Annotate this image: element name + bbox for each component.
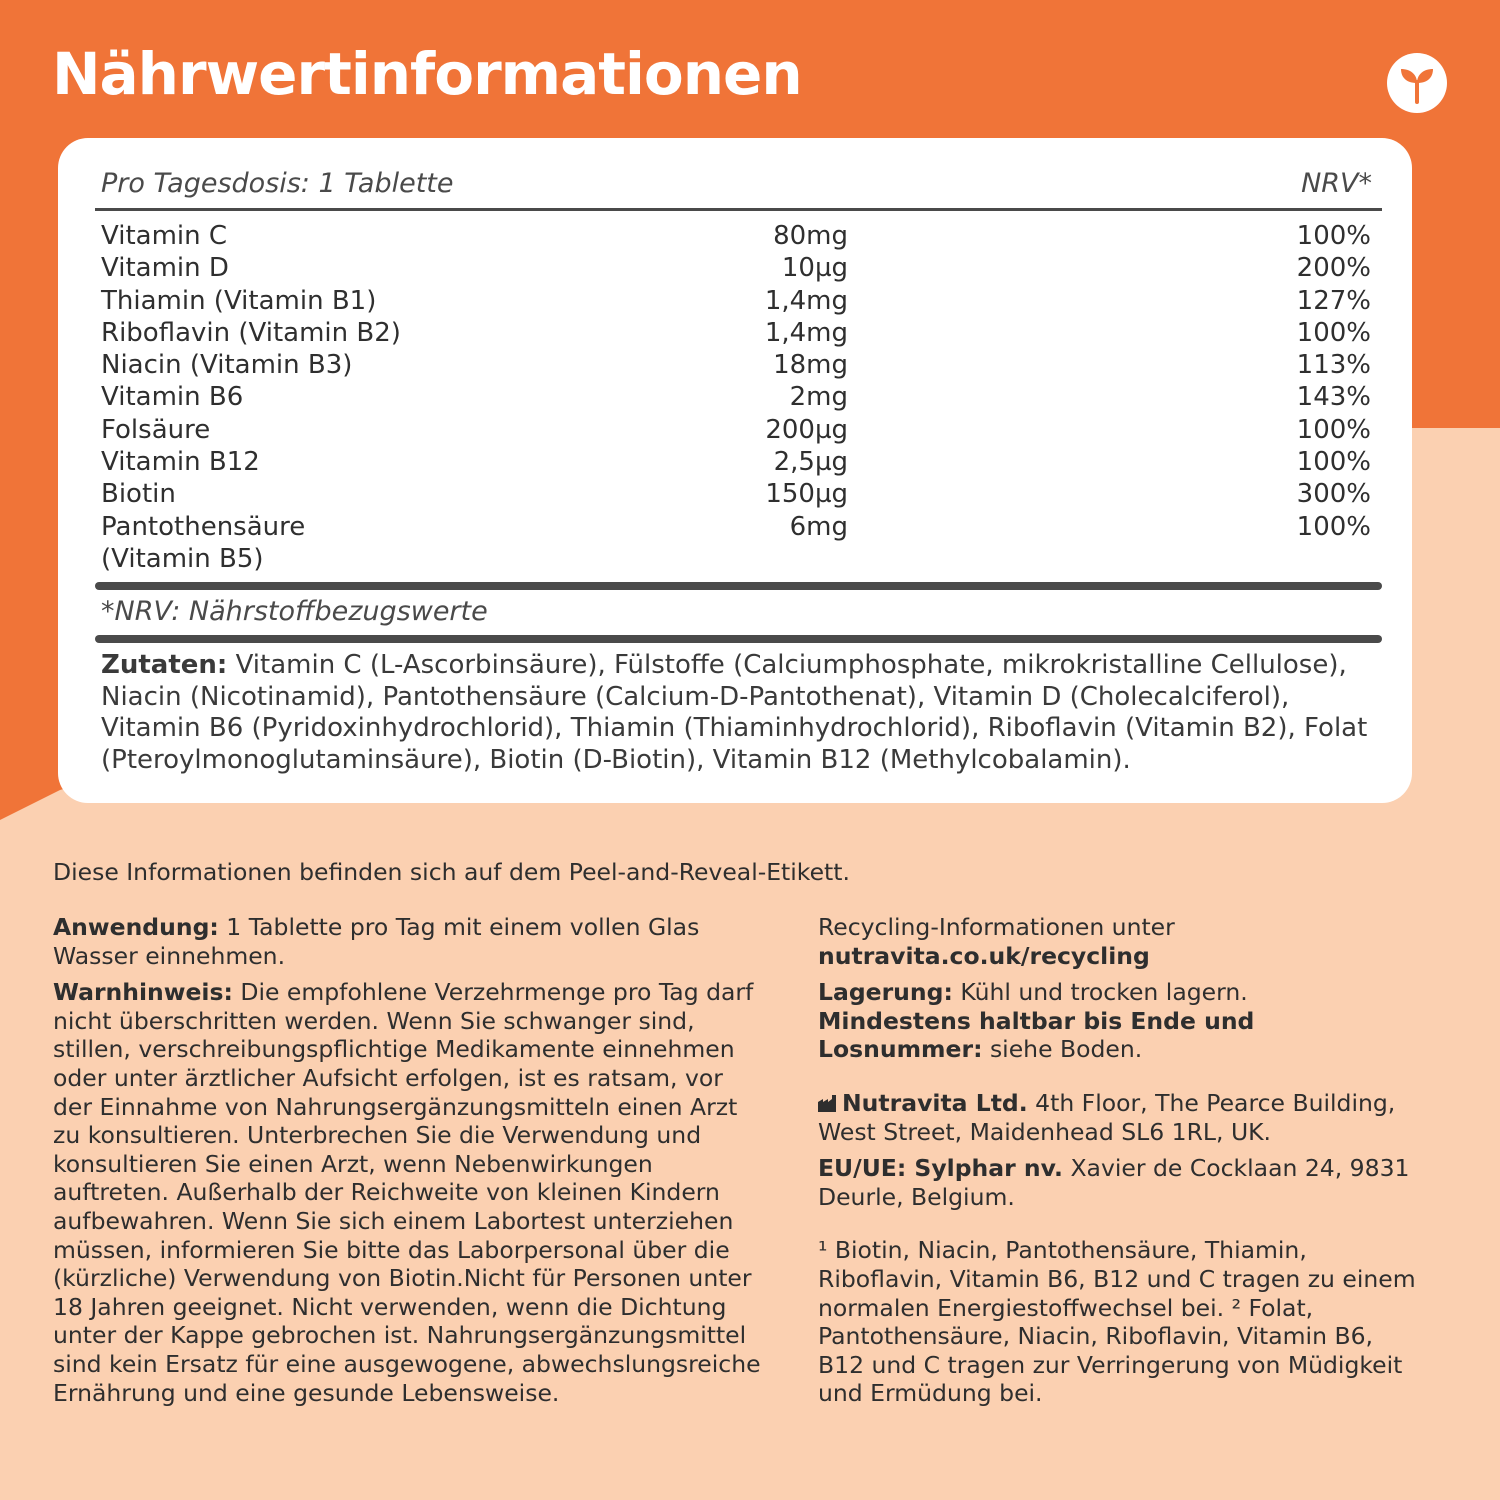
leaf-sprout-icon xyxy=(1386,52,1448,114)
manufacturer-name: Nutravita Ltd. xyxy=(842,1088,1028,1117)
peel-reveal-note: Diese Informationen befinden sich auf dem Peel-and-Reveal-Etikett. xyxy=(53,858,850,886)
recycling-text: Recycling-Informationen unter xyxy=(818,913,1175,941)
warning-paragraph xyxy=(53,978,763,1407)
nutrient-amount: 150µg xyxy=(765,479,848,510)
manufacturer-address: 4th Floor, The Pearce Building, West Street, Maidenhead SL6 1RL, UK. xyxy=(818,1088,1396,1146)
usage-text: 1 Tablette pro Tag mit einem vollen Glas Wasser einnehmen. xyxy=(53,913,700,970)
nutrition-table xyxy=(101,220,1371,575)
nutrient-nrv: 300% xyxy=(1296,479,1371,510)
health-claims: ¹ Biotin, Niacin, Pantothensäure, Thiamin, Riboflavin, Vitamin B6, B12 und C tragen zu einem normalen Energiestoffwechsel bei. ² Folat, Pantothensäure, Niacin, Riboflavin, Vitamin B6, B12 und C tragen zur Verringerung von Müdigkeit und Ermüdung bei. xyxy=(818,1236,1416,1408)
ingredients-list: Vitamin C (L-Ascorbinsäure), Fülstoffe (Calciumphosphate, mikrokristalline Cellulose), Niacin (Nicotinamid), Pantothensäure (Calcium-D-Pantothenat), Vitamin D (Cholecalciferol), Vitamin B6 (Pyridoxinhydrochlorid), Thiamin (Thiaminhydrochlorid), Riboflavin (Vitamin B2), Folat (Pteroylmonoglutaminsäure), Biotin (D-Biotin), Vitamin B12 (Methylcobalamin). xyxy=(101,650,1368,775)
nutrient-name: Biotin xyxy=(101,479,176,510)
nutrient-name: Folsäure xyxy=(101,414,211,445)
storage-text: Kühl und trocken lagern. xyxy=(952,978,1248,1007)
warning-label: Warnhinweis: xyxy=(53,978,233,1007)
per-dose-label: Pro Tagesdosis: 1 Tablette xyxy=(101,168,454,199)
recycling-link[interactable]: nutravita.co.uk/recycling xyxy=(818,941,1150,970)
nutrient-name: Vitamin D xyxy=(101,253,229,284)
nutrient-nrv: 100% xyxy=(1296,414,1371,445)
nutrient-amount: 80mg xyxy=(773,221,848,251)
nutrient-nrv: 113% xyxy=(1296,350,1371,381)
storage-paragraph xyxy=(818,978,1418,1064)
nutrient-name: Vitamin B12 xyxy=(101,447,260,478)
nutrient-name: Pantothensäure xyxy=(101,511,306,542)
ingredients-label: Zutaten: xyxy=(101,650,228,680)
nutrition-card xyxy=(58,138,1412,803)
nutrient-nrv: 100% xyxy=(1296,317,1371,348)
nutrition-row xyxy=(101,511,1371,543)
nutrient-name: Riboflavin (Vitamin B2) xyxy=(101,317,401,348)
nutrient-amount: 1,4mg xyxy=(764,285,848,316)
ingredients-text xyxy=(101,650,1381,776)
nutrient-amount: 2,5µg xyxy=(773,447,848,478)
nutrient-nrv: 100% xyxy=(1296,511,1371,542)
eu-address: Xavier de Cocklaan 24, 9831 Deurle, Belgium. xyxy=(818,1154,1410,1211)
nutrition-row xyxy=(101,381,1371,413)
nutrient-amount: 6mg xyxy=(789,511,848,542)
nutrient-nrv: 100% xyxy=(1296,221,1371,251)
nutrient-amount: 200µg xyxy=(765,414,848,445)
eu-label: EU/UE: Sylphar nv. xyxy=(818,1154,1063,1183)
nutrition-row xyxy=(101,317,1371,349)
nutrient-name: Thiamin (Vitamin B1) xyxy=(101,285,377,316)
nrv-footnote: *NRV: Nährstoffbezugswerte xyxy=(101,596,488,627)
nutrition-header xyxy=(101,168,1372,199)
nutrient-nrv: 127% xyxy=(1296,285,1371,316)
usage-label: Anwendung: xyxy=(53,913,219,941)
eu-representative-paragraph xyxy=(818,1154,1418,1211)
nutrient-amount: 2mg xyxy=(789,382,848,413)
recycling-paragraph xyxy=(818,913,1418,970)
right-info-column xyxy=(818,913,1418,1408)
nutrient-amount: 18mg xyxy=(773,350,848,381)
nrv-header: NRV* xyxy=(1301,168,1372,199)
nutrient-nrv: 100% xyxy=(1296,447,1371,478)
nutrient-nrv: 200% xyxy=(1296,253,1371,284)
nutrient-name: Vitamin B6 xyxy=(101,382,244,413)
divider xyxy=(95,635,1382,643)
storage-label: Lagerung: xyxy=(818,978,953,1007)
nutrition-row xyxy=(101,220,1371,252)
nutrition-row xyxy=(101,478,1371,510)
page-title: Nährwertinformationen xyxy=(52,40,802,108)
best-before-text: siehe Boden. xyxy=(982,1035,1143,1064)
nutrition-row xyxy=(101,543,1371,575)
nutrient-nrv: 143% xyxy=(1296,382,1371,413)
nutrient-amount: 1,4mg xyxy=(764,317,848,348)
nutrient-nrv xyxy=(848,543,1371,575)
nutrition-row xyxy=(101,446,1371,478)
nutrient-name: Vitamin C xyxy=(101,221,228,251)
nutrition-row xyxy=(101,285,1371,317)
divider xyxy=(95,208,1382,211)
divider xyxy=(95,582,1382,590)
nutrient-amount xyxy=(661,543,848,575)
factory-icon xyxy=(818,1095,838,1112)
nutrition-row xyxy=(101,252,1371,284)
usage-paragraph xyxy=(53,913,763,970)
nutrient-name: Niacin (Vitamin B3) xyxy=(101,350,353,381)
manufacturer-paragraph xyxy=(818,1089,1418,1146)
nutrition-row xyxy=(101,349,1371,381)
nutrient-name: (Vitamin B5) xyxy=(101,543,264,574)
warning-text: Die empfohlene Verzehrmenge pro Tag darf nicht überschritten werden. Wenn Sie schwanger sind, stillen, verschreibungspflichtige Medikamente einnehmen oder unter ärztlicher Aufsicht erfolgen, ist es ratsam, vor der Einnahme von Nahrungsergänzungsmitteln einen Arzt zu konsultieren. Unterbrechen Sie die Verwendung und konsultieren Sie einen Arzt, wenn Nebenwirkungen auftreten. Außerhalb der Reichweite von kleinen Kindern aufbewahren. Wenn Sie sich einem Labortest unterziehen müssen, informieren Sie bitte das Laborpersonal über die (kürzliche) Verwendung von Biotin.Nicht für Personen unter 18 Jahren geeignet. Nicht verwenden, wenn die Dichtung unter der Kappe gebrochen ist. Nahrungsergänzungsmittel sind kein Ersatz für eine ausgewogene, abwechslungsreiche Ernährung und eine gesunde Lebensweise. xyxy=(53,978,761,1407)
best-before-label: Mindestens haltbar bis Ende und Losnummer: xyxy=(818,1006,1255,1064)
nutrition-row xyxy=(101,414,1371,446)
left-info-column xyxy=(53,913,763,1407)
nutrient-amount: 10µg xyxy=(781,253,848,284)
